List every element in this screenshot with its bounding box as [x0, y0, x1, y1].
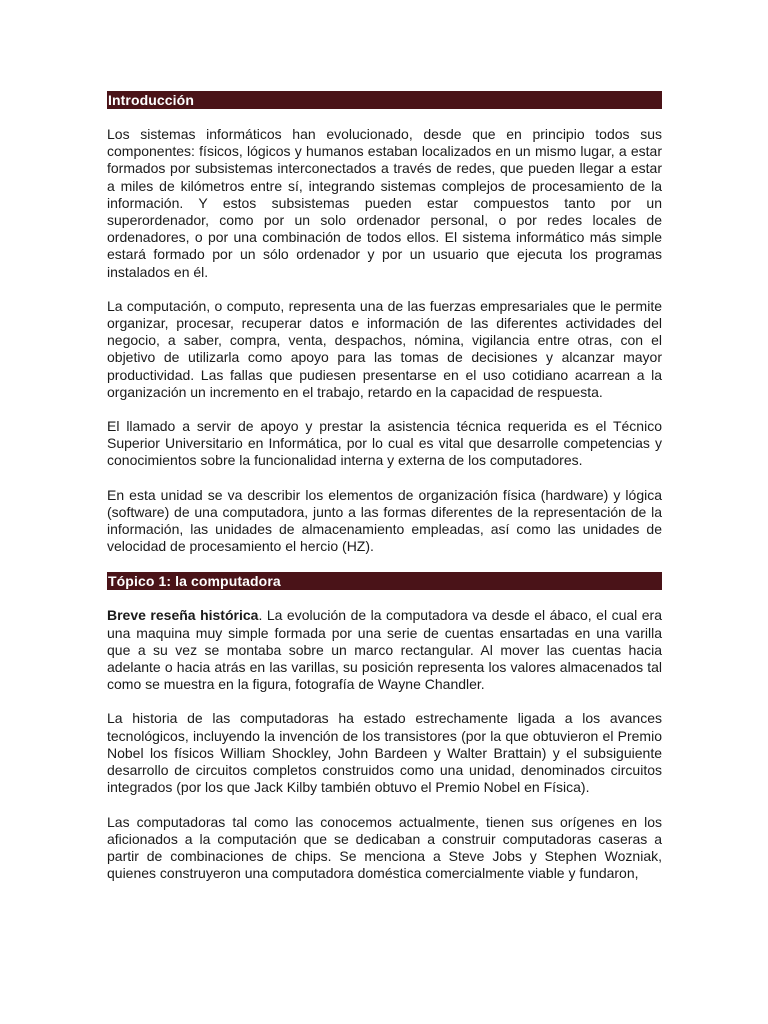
section-header-introduccion: Introducción	[107, 91, 662, 109]
intro-paragraph-1: Los sistemas informáticos han evolucionado, desde que en principio todos sus componentes: físicos, lógicos y humanos estaban localizados en un mismo lugar, a estar formados por subsistemas interconectados a través de redes, que pueden llegar a estar a miles de kilómetros entre sí, integrando sistemas complejos de procesamiento de la información. Y estos subsistemas pueden estar compuestos tanto por un superordenador, como por un solo ordenador personal, o por redes locales de ordenadores, o por una combinación de todos ellos. El sistema informático más simple estará formado por un sólo ordenador y por un usuario que ejecuta los programas instalados en él.	[107, 126, 662, 280]
topic-paragraph-3: Las computadoras tal como las conocemos actualmente, tienen sus orígenes en los aficionados a la computación que se dedicaban a construir computadoras caseras a partir de combinaciones de chips. Se menciona a Steve Jobs y Stephen Wozniak, quienes construyeron una computadora doméstica comercialmente viable y fundaron,	[107, 813, 662, 882]
section-header-topico-1: Tópico 1: la computadora	[107, 572, 662, 590]
topic-lead-rest: . La evolución de la computadora va desde el ábaco, el cual era una maquina muy simple formada por una serie de cuentas ensartadas en una varilla que a su vez se montaba sobre un marco rectangular. Al mover las cuentas hacia adelante o hacia atrás en las varillas, su posición representa los valores almacenados tal como se muestra en la figura, fotografía de Wayne Chandler.	[107, 607, 662, 693]
document-page	[107, 91, 662, 882]
intro-paragraph-4: En esta unidad se va describir los elementos de organización física (hardware) y lógica (software) de una computadora, junto a las formas diferentes de la representación de la información, las unidades de almacenamiento empleadas, así como las unidades de velocidad de procesamiento el hercio (HZ).	[107, 486, 662, 555]
intro-paragraph-3: El llamado a servir de apoyo y prestar la asistencia técnica requerida es el Técnico Superior Universitario en Informática, por lo cual es vital que desarrolle competencias y conocimientos sobre la funcionalidad interna y externa de los computadores.	[107, 418, 662, 469]
intro-paragraph-2: La computación, o computo, representa una de las fuerzas empresariales que le permite organizar, procesar, recuperar datos e información de las diferentes actividades del negocio, a saber, compra, venta, despachos, nómina, vigilancia entre otras, con el objetivo de utilizarla como apoyo para las tomas de decisiones y alcanzar mayor productividad. Las fallas que pudiesen presentarse en el uso cotidiano acarrean a la organización un incremento en el trabajo, retardo en la capacidad de respuesta.	[107, 297, 662, 400]
topic-paragraph-2: La historia de las computadoras ha estado estrechamente ligada a los avances tecnológicos, incluyendo la invención de los transistores (por la que obtuvieron el Premio Nobel los físicos William Shockley, John Bardeen y Walter Brattain) y el subsiguiente desarrollo de circuitos completos construidos como una unidad, denominados circuitos integrados (por los que Jack Kilby también obtuvo el Premio Nobel en Física).	[107, 710, 662, 796]
topic-paragraph-1	[107, 607, 662, 693]
topic-lead-bold: Breve reseña histórica	[107, 607, 259, 624]
